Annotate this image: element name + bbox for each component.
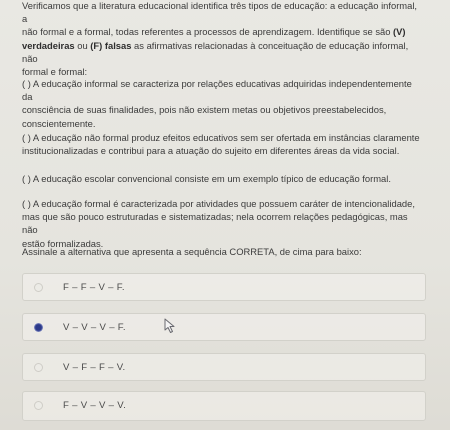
intro-text: as afirmativas relacionadas à conceituação de educação informal, não bbox=[22, 39, 409, 64]
statement-3 bbox=[22, 172, 422, 185]
mouse-cursor-icon bbox=[164, 318, 178, 334]
answer-option-b[interactable] bbox=[22, 313, 426, 341]
statement-line: ( ) A educação escolar convencional consiste em um exemplo típico de educação formal. bbox=[22, 173, 391, 184]
answer-option-a[interactable] bbox=[22, 273, 426, 301]
statement-line: institucionalizadas e contribui para a atuação do sujeito em diferentes áreas da vida social. bbox=[22, 145, 400, 157]
option-label[interactable]: F – F – V – F. bbox=[63, 282, 125, 293]
false-marker: (F) bbox=[90, 39, 103, 51]
instruction-text: Assinale a alternativa que apresenta a sequência CORRETA, de cima para baixo: bbox=[22, 246, 362, 257]
radio-button[interactable] bbox=[34, 283, 43, 292]
statement-line: ( ) A educação formal é caracterizada por atividades que possuem caráter de intencionalidade, bbox=[22, 198, 415, 209]
question-intro bbox=[22, 0, 422, 78]
true-word: verdadeiras bbox=[22, 39, 75, 51]
intro-line bbox=[22, 25, 422, 38]
statement-line: ( ) A educação não formal produz efeitos educativos sem ser ofertada em instâncias claramente bbox=[22, 132, 420, 143]
statement-line: conscientemente. bbox=[22, 117, 96, 129]
intro-line: Verificamos que a literatura educacional identifica três tipos de educação: a educação informal, a bbox=[22, 0, 418, 25]
intro-text: não formal e a formal, todas referentes a processos de aprendizagem. Identifique se são bbox=[22, 26, 394, 38]
option-label[interactable]: V – F – F – V. bbox=[63, 362, 126, 373]
true-marker: (V) bbox=[393, 26, 406, 38]
option-label[interactable]: F – V – V – V. bbox=[63, 400, 127, 411]
statement-2 bbox=[22, 131, 422, 157]
intro-line: formal e formal: bbox=[22, 66, 88, 78]
answer-option-c[interactable] bbox=[22, 353, 426, 381]
statement-line: mas que são pouco estruturadas e sistematizadas; nela ocorrem relações pedagógicas, mas não bbox=[22, 211, 408, 236]
radio-button[interactable] bbox=[34, 363, 43, 372]
false-word: falsas bbox=[102, 39, 132, 51]
radio-button-selected[interactable] bbox=[34, 323, 43, 332]
option-label[interactable]: V – V – V – F. bbox=[63, 322, 126, 333]
statement-1 bbox=[22, 77, 422, 130]
statement-line: consciência de suas finalidades, pois não existem metas ou objetivos preestabelecidos, bbox=[22, 104, 387, 116]
statement-line: ( ) A educação informal se caracteriza por relações educativas adquiridas independentemente da bbox=[22, 78, 412, 103]
statement-line: estão formalizadas. bbox=[22, 237, 104, 249]
statement-4 bbox=[22, 197, 422, 250]
answer-option-d[interactable] bbox=[22, 391, 426, 421]
radio-button[interactable] bbox=[34, 401, 43, 410]
intro-line bbox=[22, 39, 422, 65]
intro-text: ou bbox=[74, 39, 91, 51]
